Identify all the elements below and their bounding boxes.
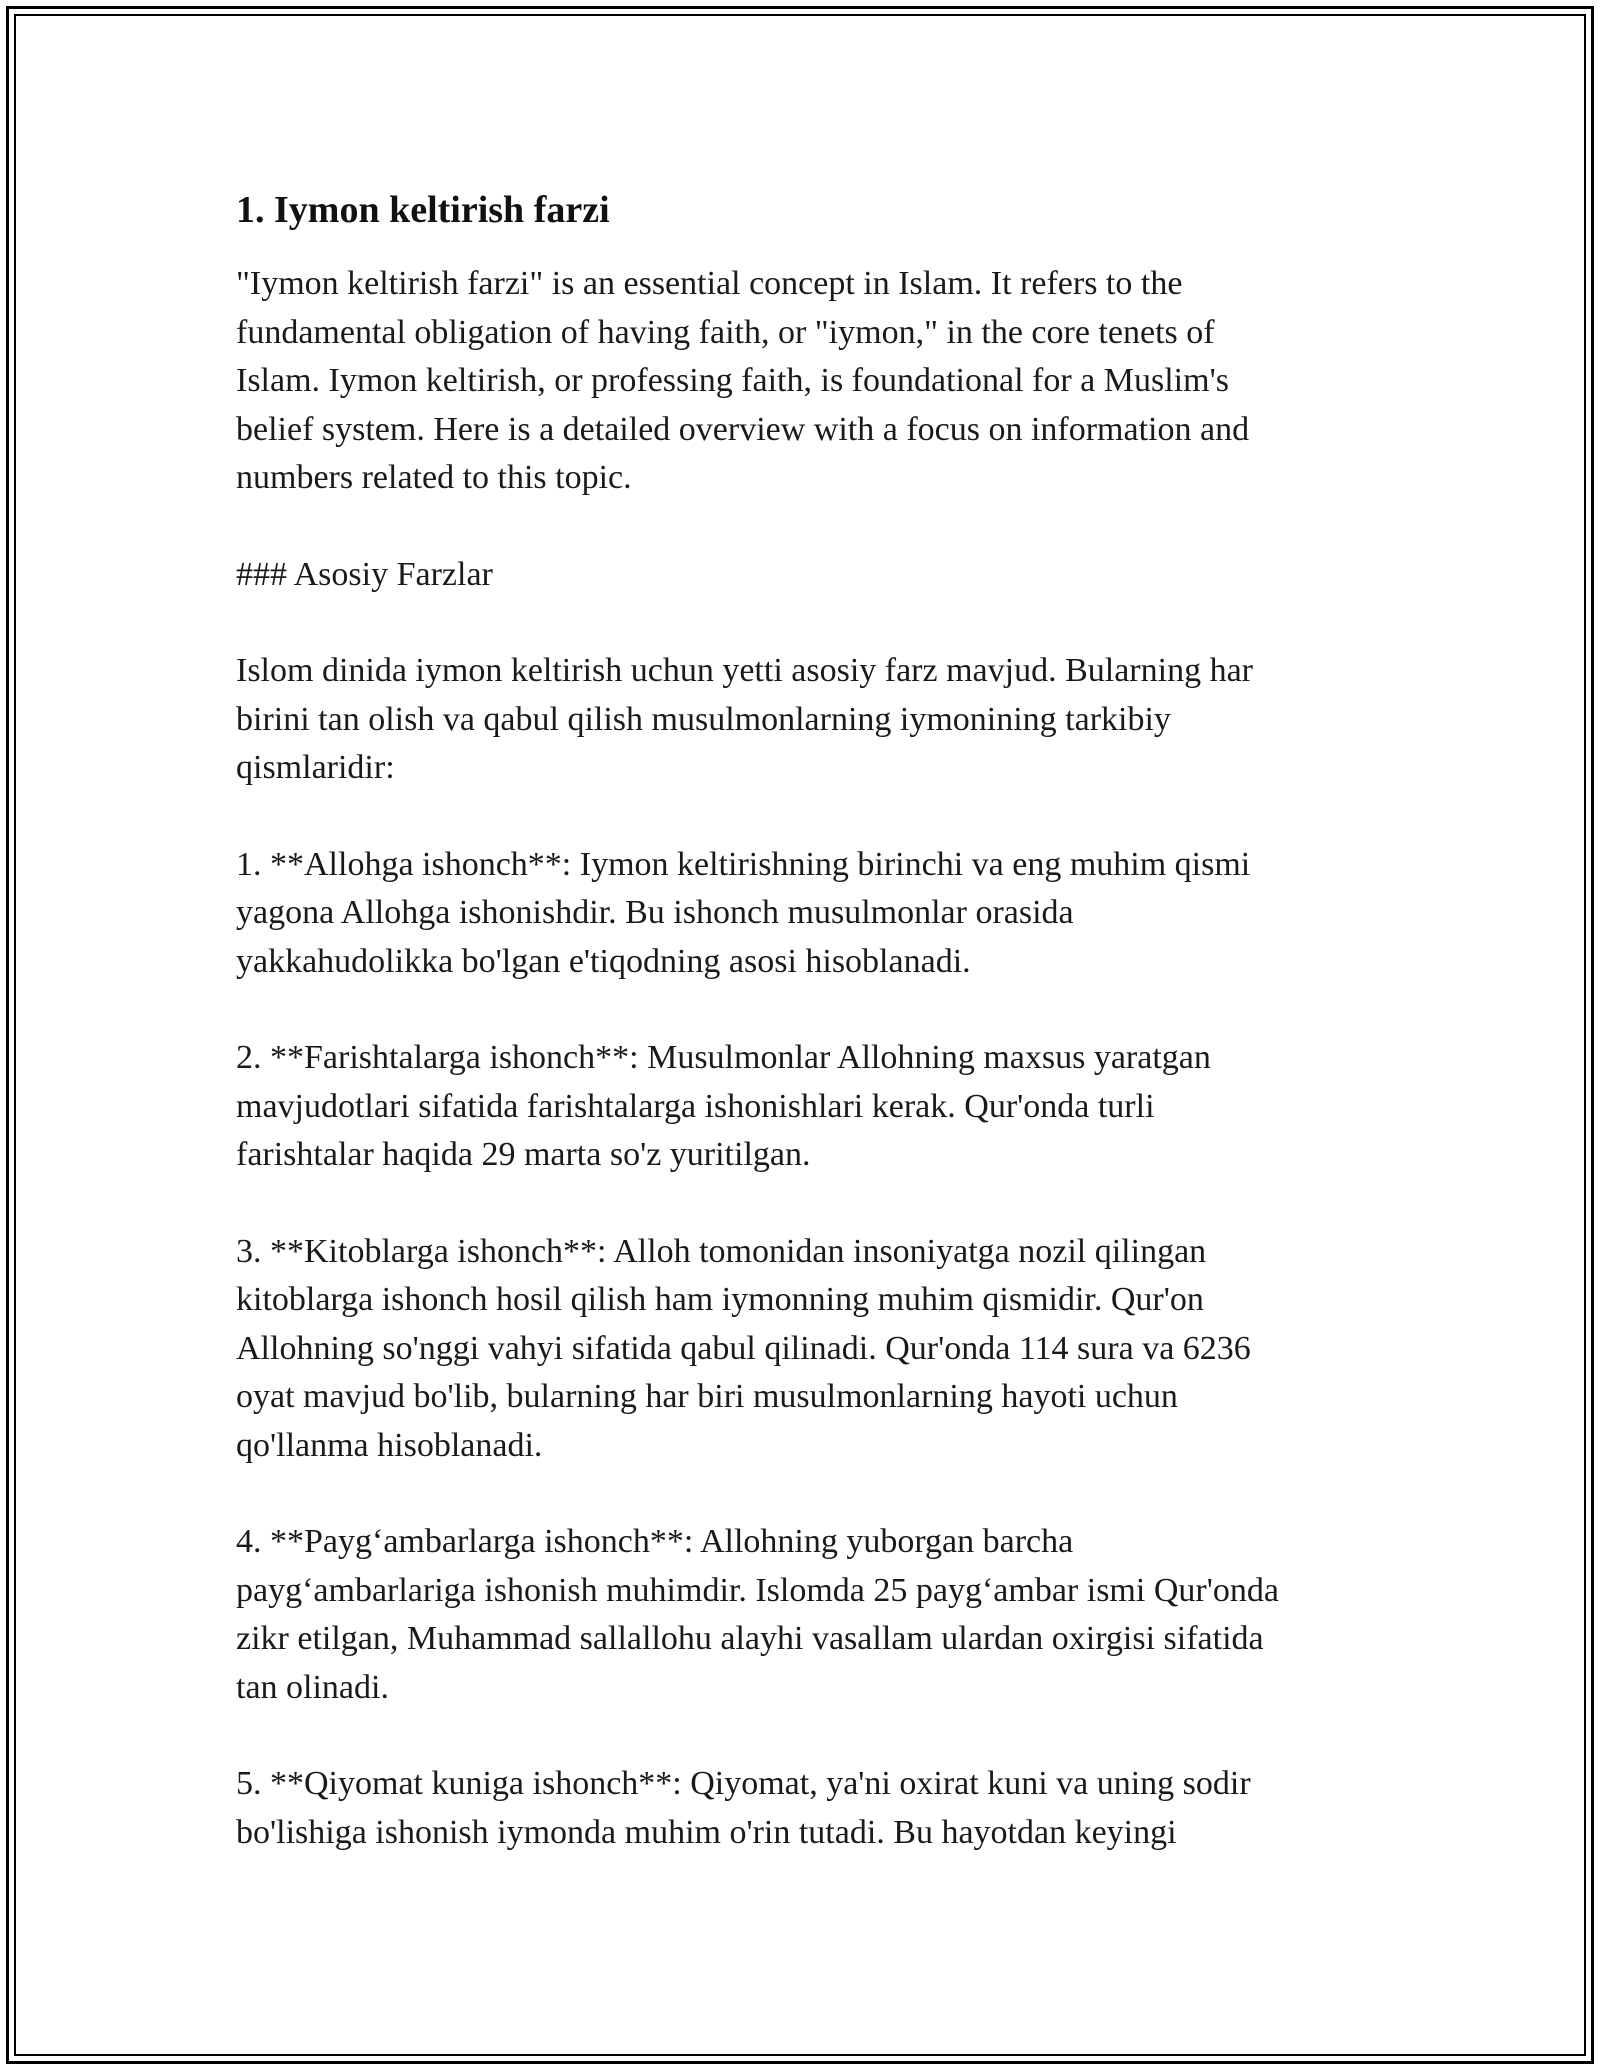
document-title: 1. Iymon keltirish farzi [236, 189, 610, 231]
document-body [236, 186, 1376, 1857]
list-item-5: 5. **Qiyomat kuniga ishonch**: Qiyomat, ya'ni oxirat kuni va uning sodir bo'lishiga ishonish iymonda muhim o'rin tutadi. Bu hayotdan keyingi [236, 1765, 1251, 1851]
intro-paragraph: "Iymon keltirish farzi" is an essential concept in Islam. It refers to the fundamental obligation of having faith, or "iymon," in the core tenets of Islam. Iymon keltirish, or professing faith, is foundational for a Muslim's belief system. Here is a detailed overview with a focus on information and numbers related to this topic. [236, 265, 1250, 496]
section-intro-paragraph: Islom dinida iymon keltirish uchun yetti asosiy farz mavjud. Bularning har birini tan olish va qabul qilish musulmonlarning iymonining tarkibiy qismlaridir: [236, 652, 1253, 786]
section-heading: ### Asosiy Farzlar [236, 555, 493, 593]
list-item-4: 4. **Payg‘ambarlarga ishonch**: Allohning yuborgan barcha payg‘ambarlariga ishonish muhimdir. Islomda 25 payg‘ambar ismi Qur'onda zikr etilgan, Muhammad sallallohu alayhi vasallam ulardan oxirgisi sifatida tan olinadi. [236, 1523, 1279, 1706]
list-item-3: 3. **Kitoblarga ishonch**: Alloh tomonidan insoniyatga nozil qilingan kitoblarga ishonch hosil qilish ham iymonning muhim qismidir. Qur'on Allohning so'nggi vahyi sifatida qabul qilinadi. Qur'onda 114 sura va 6236 oyat mavjud bo'lib, bularning har biri musulmonlarning hayoti uchun qo'llanma hisoblanadi. [236, 1232, 1251, 1464]
list-item-1: 1. **Allohga ishonch**: Iymon keltirishning birinchi va eng muhim qismi yagona Allohga ishonishdir. Bu ishonch musulmonlar orasida yakkahudolikka bo'lgan e'tiqodning asosi hisoblanadi. [236, 845, 1251, 980]
list-item-2: 2. **Farishtalarga ishonch**: Musulmonlar Allohning maxsus yaratgan mavjudotlari sifatida farishtalarga ishonishlari kerak. Qur'onda turli farishtalar haqida 29 marta so'z yuritilgan. [236, 1039, 1211, 1173]
